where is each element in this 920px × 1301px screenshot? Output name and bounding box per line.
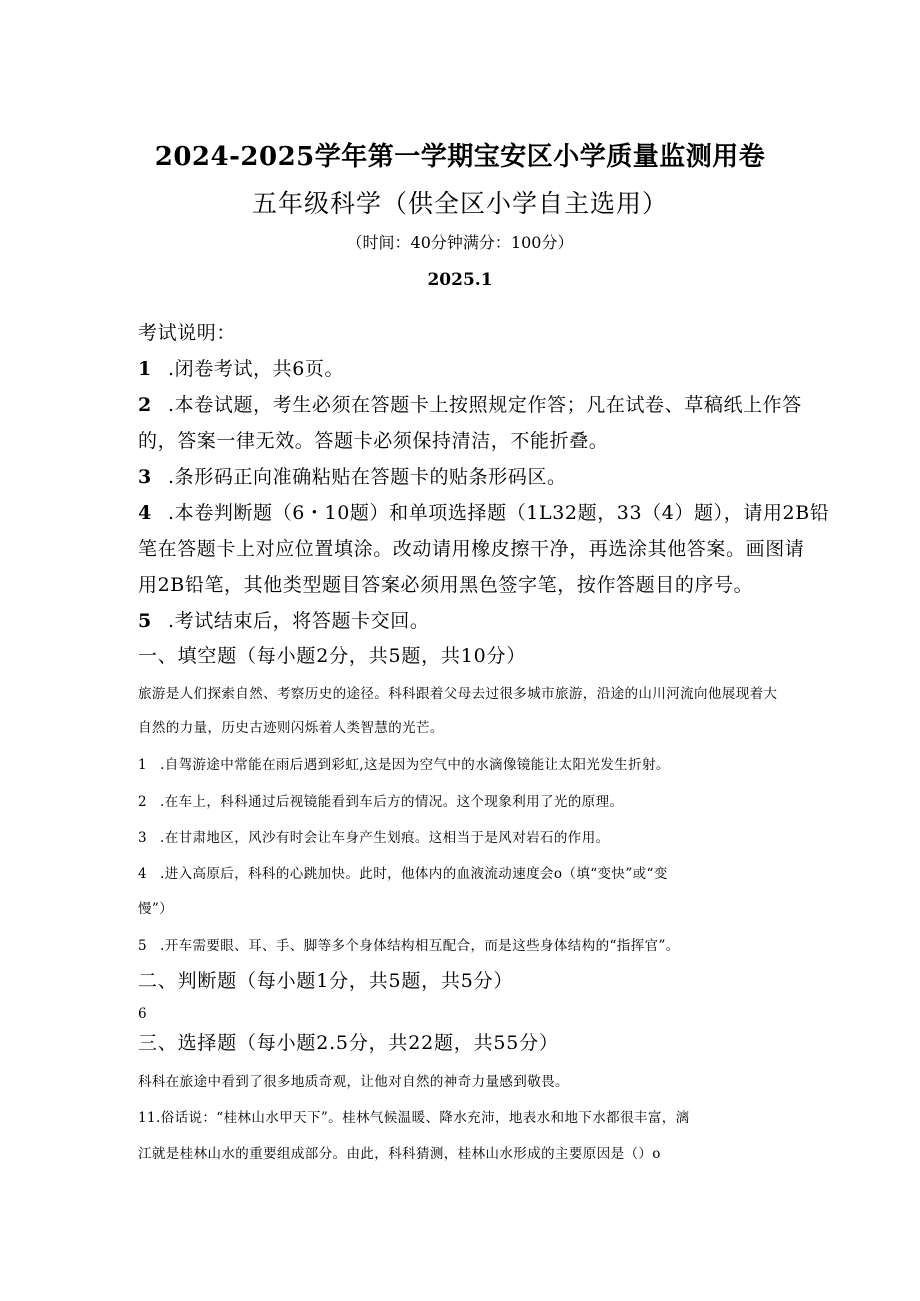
instruction-item [138,498,829,525]
question-item [138,826,610,846]
section-intro: 科科在旅途中看到了很多地质奇观，让他对自然的神奇力量感到敬畏。 [138,1074,569,1090]
instruction-item [138,354,344,381]
instruction-number: 5 [138,610,152,632]
question-text: .自驾游途中常能在雨后遇到彩虹,这是因为空气中的水滴像镜能让太阳光发生折射。 [160,757,670,773]
question-item [138,753,670,773]
question-text: 江就是桂林山水的重要组成部分。由此，科科猜测，桂林山水形成的主要原因是（）o [138,1146,661,1162]
instruction-text: .本卷判断题（6・10题）和单项选择题（1L32题，33（4）题），请用2B铅 [168,502,830,524]
question-text: .开车需要眼、耳、手、脚等多个身体结构相互配合，而是这些身体结构的“指挥官”。 [160,938,680,954]
instruction-text: .闭卷考试，共6页。 [168,358,345,380]
question-item [138,790,623,810]
instruction-text: .本卷试题，考生必须在答题卡上按照规定作答；凡在试卷、草稿纸上作答 [168,394,802,416]
question-text: 慢”） [138,901,174,917]
exam-date: 2025.1 [427,270,493,290]
question-text: .进入高原后，科科的心跳加快。此时，他体内的血液流动速度会o（填“变快”或“变 [160,866,668,882]
instruction-text: 笔在答题卡上对应位置填涂。改动请用橡皮擦干净，再选涂其他答案。画图请 [138,538,805,560]
question-number: 4 [138,866,147,882]
instruction-text: 用2B铅笔，其他类型题目答案必须用黑色签字笔，按作答题目的序号。 [138,574,754,596]
instruction-item [138,390,802,417]
instruction-number: 2 [138,394,152,416]
question-text: .在甘肃地区，风沙有时会让车身产生划痕。这相当于是风对岩石的作用。 [160,830,610,846]
instruction-item-continued [138,534,804,561]
question-number: 5 [138,938,147,954]
section-heading-true-false: 二、判断题（每小题1分，共5题，共5分） [138,970,514,992]
section-intro: 旅游是人们探索自然、考察历史的途径。科科跟着父母去过很多城市旅游，沿途的山川河流向他展现着大 [138,686,778,702]
question-number: 1 [138,757,147,773]
instruction-text: .考试结束后，将答题卡交回。 [168,610,430,632]
instruction-text: 的，答案一律无效。答题卡必须保持清洁，不能折叠。 [138,430,609,452]
exam-subtitle: 五年级科学（供全区小学自主选用） [251,189,668,218]
question-item [138,934,680,954]
exam-time-score: （时间：40分钟满分：100分） [346,233,574,252]
instructions-heading: 考试说明： [138,322,237,344]
question-item [138,862,668,882]
question-number: 2 [138,794,147,810]
instruction-number: 3 [138,466,152,488]
question-number: 3 [138,830,147,846]
instruction-item [138,462,567,489]
instruction-item-continued [138,570,753,597]
section-heading-multiple-choice: 三、选择题（每小题2.5分，共22题，共55分） [138,1032,559,1054]
exam-title: 2024-2025学年第一学期宝安区小学质量监测用卷 [154,142,766,172]
instruction-item-continued [138,426,608,453]
question-item-continued [138,897,173,917]
instruction-number: 4 [138,502,152,524]
instruction-item [138,606,429,633]
question-number: 6 [138,1006,147,1022]
section-heading-fill-in: 一、填空题（每小题2分，共5题，共10分） [138,645,527,667]
instruction-number: 1 [138,358,152,380]
question-text: .在车上，科科通过后视镜能看到车后方的情况。这个现象利用了光的原理。 [160,794,624,810]
section-intro: 自然的力量，历史古迹则闪烁着人类智慧的光芒。 [138,720,444,736]
question-text: 11.俗话说：“桂林山水甲天下”。桂林气候温暖、降水充沛，地表水和地下水都很丰富，漓 [138,1110,690,1126]
instruction-text: .条形码正向准确粘贴在答题卡的贴条形码区。 [168,466,567,488]
